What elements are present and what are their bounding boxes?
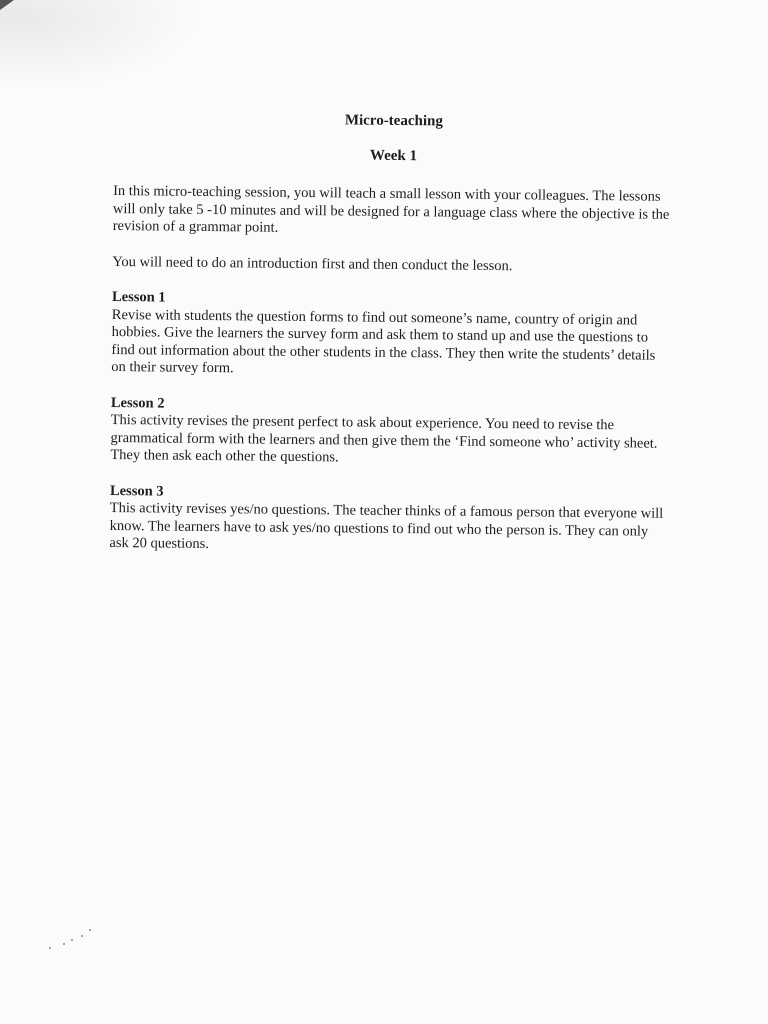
document-subtitle: Week 1: [369, 147, 418, 165]
lesson-heading: Lesson 1: [111, 288, 166, 306]
document-title: Micro-teaching: [344, 112, 443, 130]
lesson-body: Revise with students the question forms to find out someone’s name, country of origin and hobbies. Give the learners the survey form and ask them to stand up and use the questions to find out information about the other students in the class. They then write the students’ details on their survey form.: [111, 306, 656, 377]
page-corner: [0, 0, 14, 10]
lesson-section-3: [109, 482, 670, 558]
lesson-body: This activity revises the present perfect to ask about experience. You need to revise the grammatical form with the learners and then give them the ‘Find someone who’ activity sheet. They then ask each other the questions.: [110, 411, 658, 466]
instruction-paragraph: You will need to do an introduction first and then conduct the lesson.: [112, 253, 513, 274]
lesson-section-1: [111, 289, 672, 382]
lesson-body: This activity revises yes/no questions. The teacher thinks of a famous person that everyone will know. The learners have to ask yes/no questions to find out who the person is. They can only ask 20 questions.: [109, 499, 664, 553]
lesson-heading: Lesson 2: [110, 394, 165, 412]
intro-paragraph: In this micro-teaching session, you will teach a small lesson with your colleagues. The lessons will only take 5 -10 minutes and will be designed for a language class where the objective is the revision of a grammar point.: [112, 182, 670, 236]
lesson-section-2: [110, 394, 671, 470]
scan-specks: [45, 925, 105, 955]
lesson-heading: Lesson 3: [109, 482, 164, 500]
scan-shadow: [0, 0, 200, 90]
document-page: [109, 108, 674, 558]
